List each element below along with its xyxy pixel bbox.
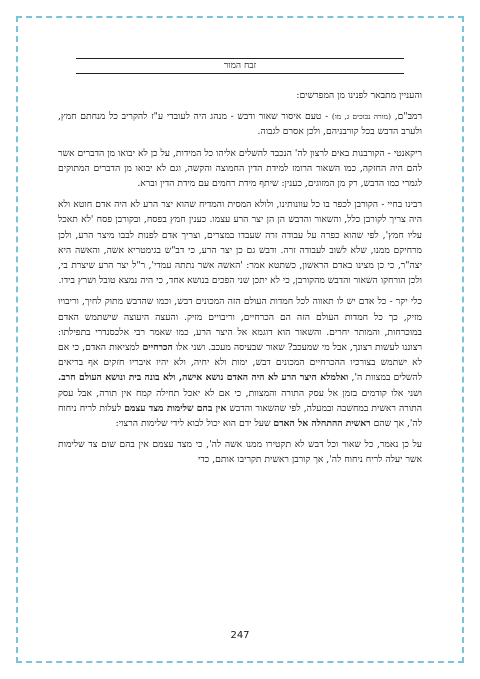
- kli-yakar-text-1: כלי יקר - כל אדם יש לו תאווה לכל חמדות העולם הזה המכונים דבש, וכמו שהדבש מתוק לחיך, וריבויו מזיק, כך כל חמדות העולם הזה הם הכרחיים, וריבויים מזיק. והעצה היעוצה שישתמש האדם במוכרחות, והמותר יחרים. והשאור הוא דוגמא אל היצר הרע, כמו שאמר רבי אלכסנדרי בתפילתו: רצוננו לעשות רצונך, אבל מי שמעכב? שאור שבעיסה מעכב. ושני אלו: [58, 296, 423, 354]
- kli-yakar-bold-4: ראשית ההתחלה אל האדם: [273, 418, 371, 430]
- kli-yakar-bold-3: אין בהם שלימות מצד עצמם: [124, 402, 227, 414]
- kli-yakar-text-3: ושני אלו קודמים בזמן אל עסק התורה והמצוות, כי אם לא יאכל תחילה קמח אין תורה, אבל עסק התורה ראשית במחשבה ובמעלה, לפי שהשאור והדבש: [58, 387, 423, 414]
- header-rule-bottom: [76, 73, 404, 74]
- header-rule-top: [76, 58, 404, 59]
- running-header: [76, 58, 404, 74]
- kli-yakar-bold-2: ואלמלא היצר הרע לא היה האדם נושא אישה, ולא בונה בית ונושא העולם חרב.: [58, 372, 349, 384]
- paragraph-kli-yakar: [58, 294, 422, 431]
- intro-line: והעניין מתבאר לפנינו מן המפרשים:: [296, 90, 422, 101]
- rambam-reference: (מורה נבוכים ג, מו): [331, 112, 392, 122]
- page-number: 247: [230, 630, 250, 641]
- page-frame: [16, 16, 464, 663]
- header-title: זבח המור: [223, 61, 257, 71]
- kli-yakar-text-4: לעלות לריח ניחוח לה', אך שהם: [58, 402, 422, 430]
- kli-yakar-bold-1: הכרחיים: [142, 342, 173, 354]
- rambam-lead: רמב"ם,: [394, 111, 422, 123]
- kli-yakar-text-2: למציאות האדם, כי אם לא ישתמש בצורכיו ההכרחיים המכונים דבש, ימות ולא יחיה, ולא יהיו איבריו חזקים אף בריאים להשלים במצוות ה',: [58, 342, 423, 384]
- body-text: [58, 88, 422, 474]
- paragraph-final: על כן נאמר, כל שאור וכל דבש לא תקטירו ממנו אשה לה', כי מצד עצמם אין בהם שום צד שלימות אשר יעלה לריח ניחוח לה', אך קורבן ראשית תקריבו אותם, כדי: [58, 439, 422, 466]
- paragraph-rikanati: ריקאנטי - הקורבנות באים לרצון לה' הנכבד להשלים אליהו כל המידות, על כן לא יבואו מן הדברים אשר להם היה החזקה, כמו השאור הרומז למידת הדין החמוצה והקשה, וגם לא יבואו מן הדברים המתוקים לגמרי כמו הדבש, רק מן המזוגים, כענין: שיתף מידת רחמים עם מידת הדין וברא.: [58, 147, 422, 190]
- paragraph-bachye: רבינו בחיי - הקורבן לכפר בו כל עוונותינו, ולולא המסית והמדיח שהוא יצר הרע לא היה אדם חוטא ולא היה צריך לקורבן כלל, והשאור והדבש הן הן יצר הרע עצמו. כענין חמץ בפסח, ובקורבן פסח 'לא תאכל עליו חמץ', לפי שהוא כפרה על עבודה זרה שעבדו במצרים, וצריך אדם לפנות לבבו מיצר הרע, ולכן מרחיקם ממנו, שלא לשוב לעבודה זרה. ודבש גם כן יצר הרע, כי דב"ש בגימטריא אשה, והאשה היא יצה"ר, כי כן מצינו באדם הראשון, כשתטא אמר: 'האשה אשר נתתה עמדי', ר"ל יצר הרע שיצרת בי, ולכן הורחקו השאור והדבש מהקורבן, כי לא יתכן שני הפכים בנושא אחד, כי היה נמצא טובל ושרץ בידו.: [58, 199, 422, 287]
- kli-yakar-text-5: שעל ידם הוא יכול לבוא לידי שלימות הרצוי:: [115, 418, 271, 430]
- paragraph-rambam: [58, 109, 422, 139]
- rambam-text: - טעם איסור שאור ודבש - מנהג היה לעובדי ע"ז להקריב כל מנחתם חמץ, ולערב הדבש בכל קורבניהם, ולכן אסרם לגבוה.: [58, 111, 422, 138]
